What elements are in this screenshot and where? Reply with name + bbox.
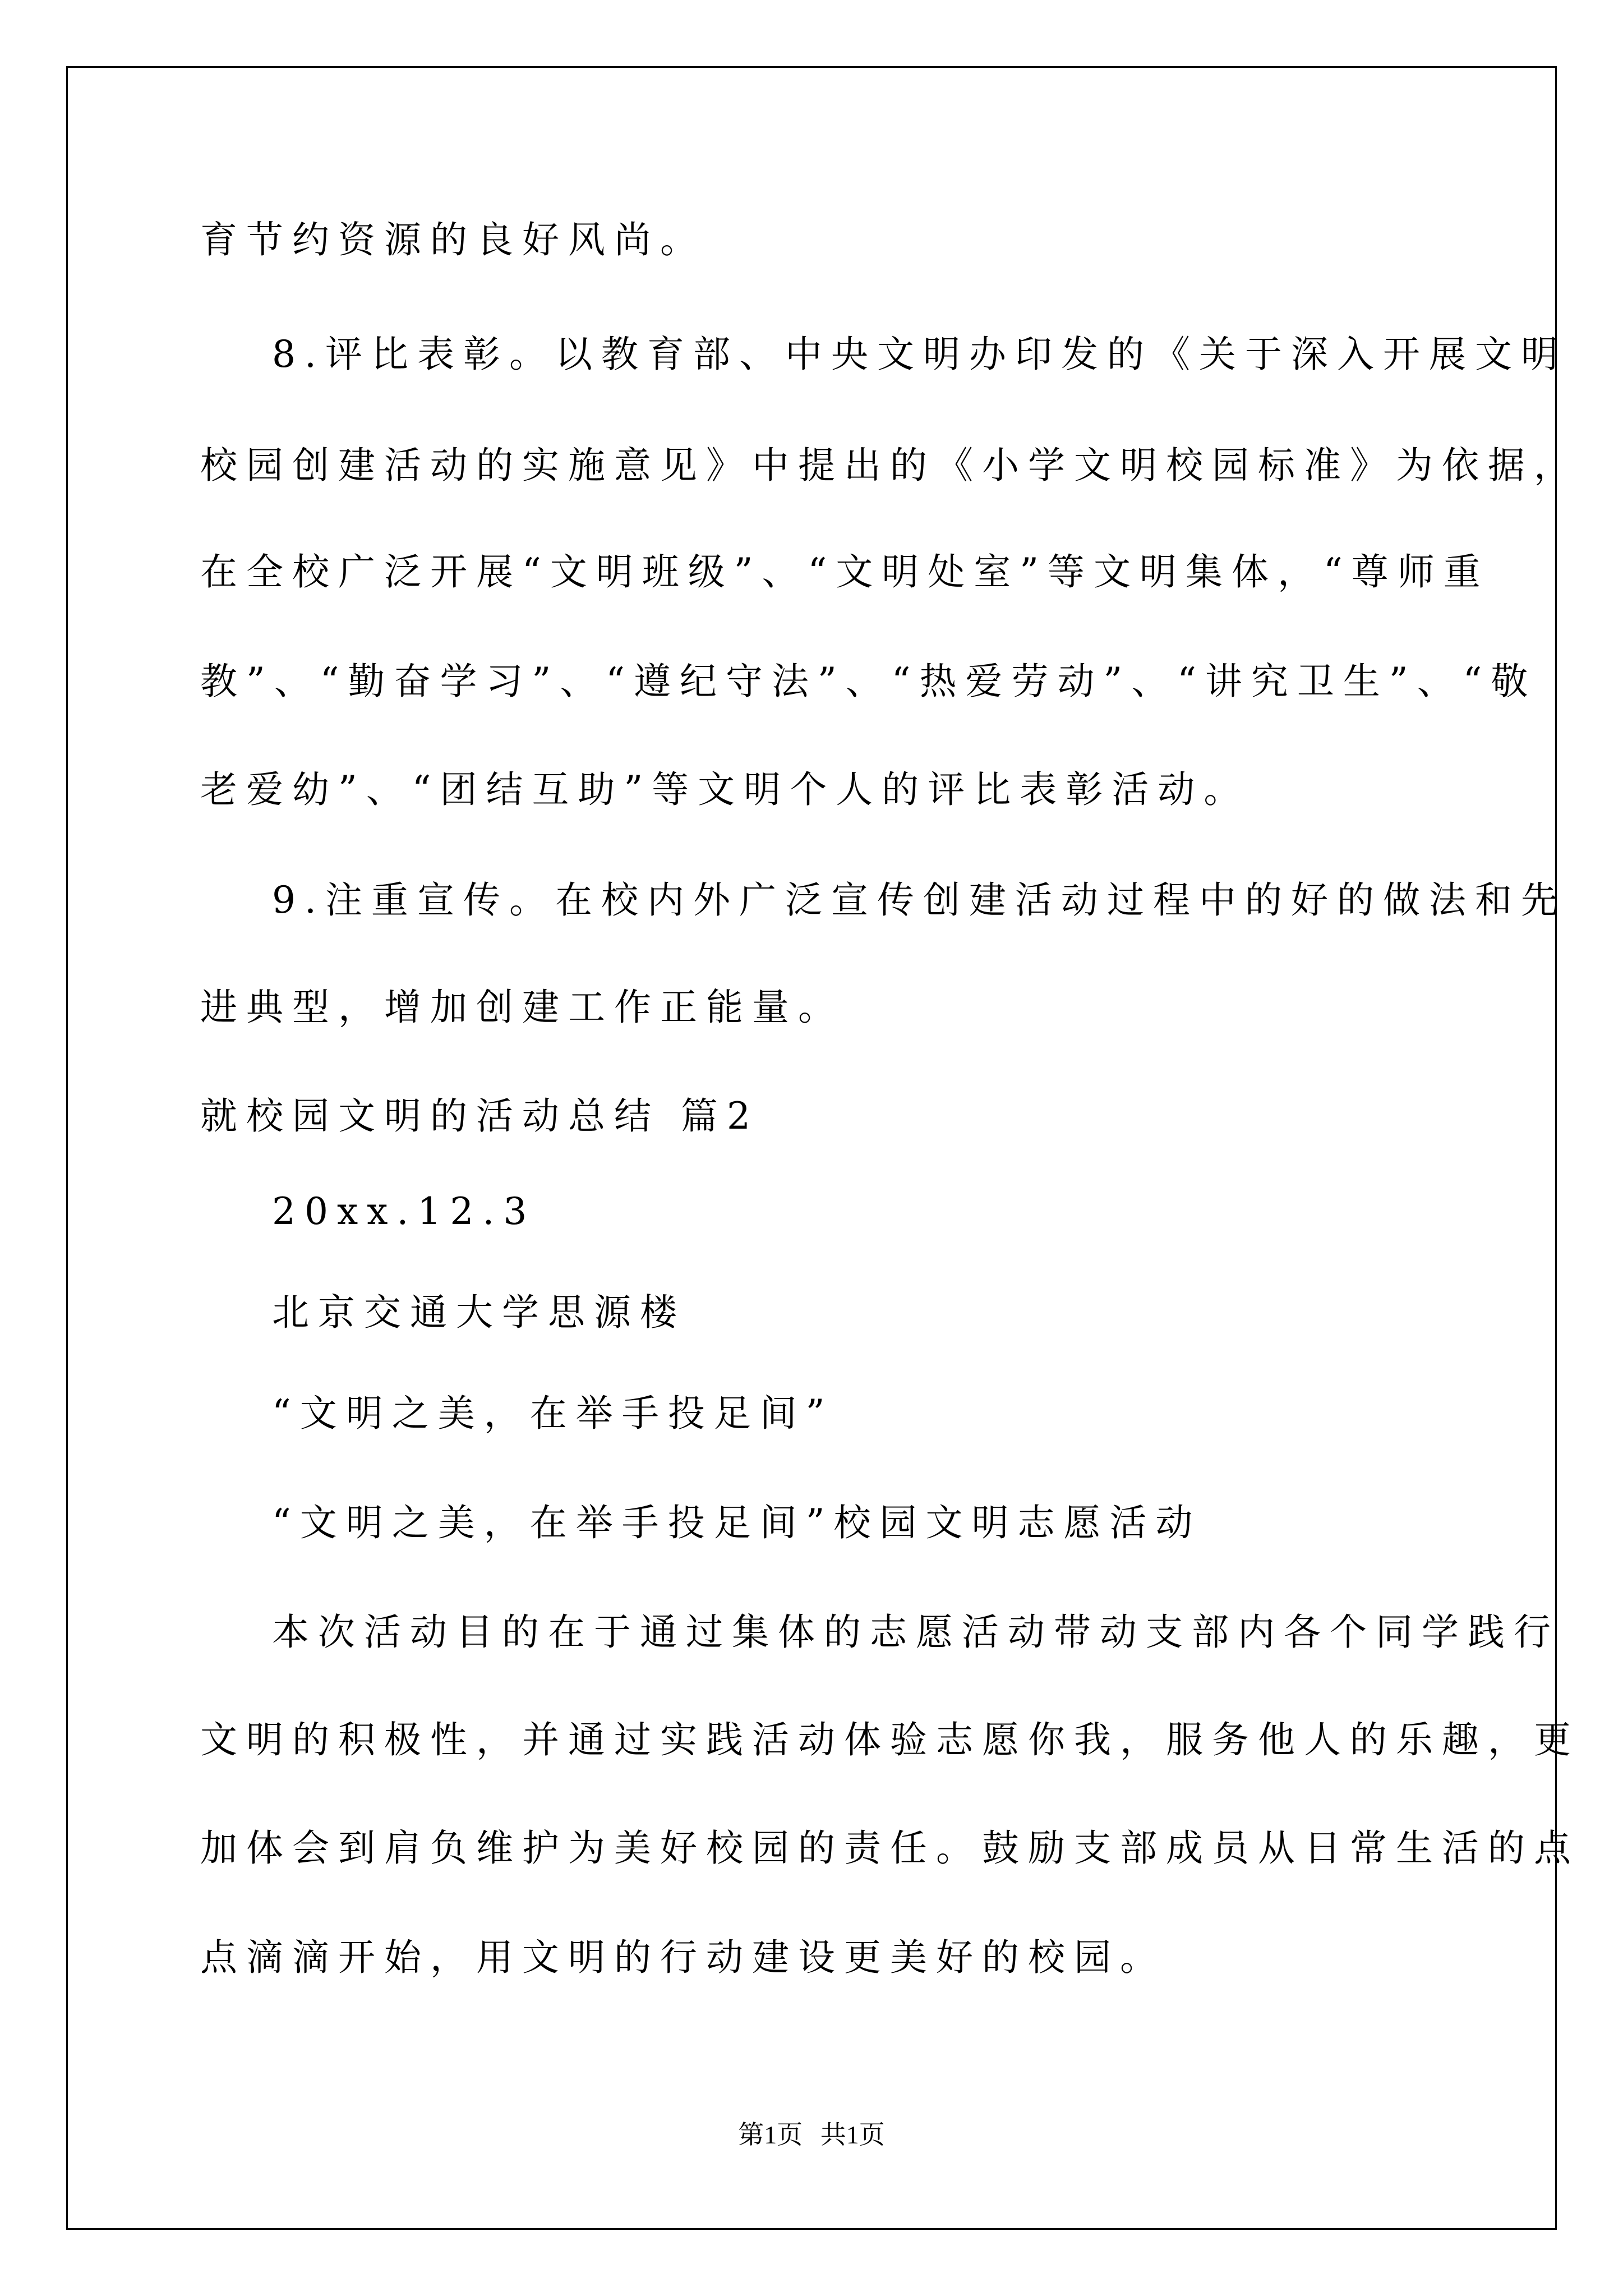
event-name: “文明之美，在举手投足间”校园文明志愿活动 [272,1501,1202,1544]
page-footer [0,2118,1623,2152]
event-date: 20xx.12.3 [272,1190,536,1233]
text-line-4: 在全校广泛开展“文明班级”、“文明处室”等文明集体，“尊师重 [200,550,1490,593]
text-line-17: 点滴滴开始，用文明的行动建设更美好的校园。 [200,1936,1166,1979]
event-location: 北京交通大学思源楼 [272,1291,686,1334]
text-line-15: 文明的积极性，并通过实践活动体验志愿你我，服务他人的乐趣，更 [200,1718,1580,1761]
page-total: 共1页 [820,2120,885,2149]
text-line-16: 加体会到肩负维护为美好校园的责任。鼓励支部成员从日常生活的点 [200,1826,1580,1870]
text-line-6: 老爱幼”、“团结互助”等文明个人的评比表彰活动。 [200,768,1250,811]
event-theme: “文明之美，在举手投足间” [272,1392,834,1435]
text-line-5: 教”、“勤奋学习”、“遵纪守法”、“热爱劳动”、“讲究卫生”、“敬 [200,660,1537,703]
page-number: 第1页 [738,2120,803,2149]
text-line-2: 8.评比表彰。以教育部、中央文明办印发的《关于深入开展文明 [272,333,1567,376]
text-line-8: 进典型，增加创建工作正能量。 [200,986,844,1029]
text-line-7: 9.注重宣传。在校内外广泛宣传创建活动过程中的好的做法和先 [272,878,1567,922]
text-line-14: 本次活动目的在于通过集体的志愿活动带动支部内各个同学践行 [272,1611,1560,1654]
section-heading: 就校园文明的活动总结 篇2 [200,1094,759,1138]
page-border [66,66,1557,2230]
text-line-1: 育节约资源的良好风尚。 [200,218,706,261]
text-line-3: 校园创建活动的实施意见》中提出的《小学文明校园标准》为依据， [200,444,1580,487]
